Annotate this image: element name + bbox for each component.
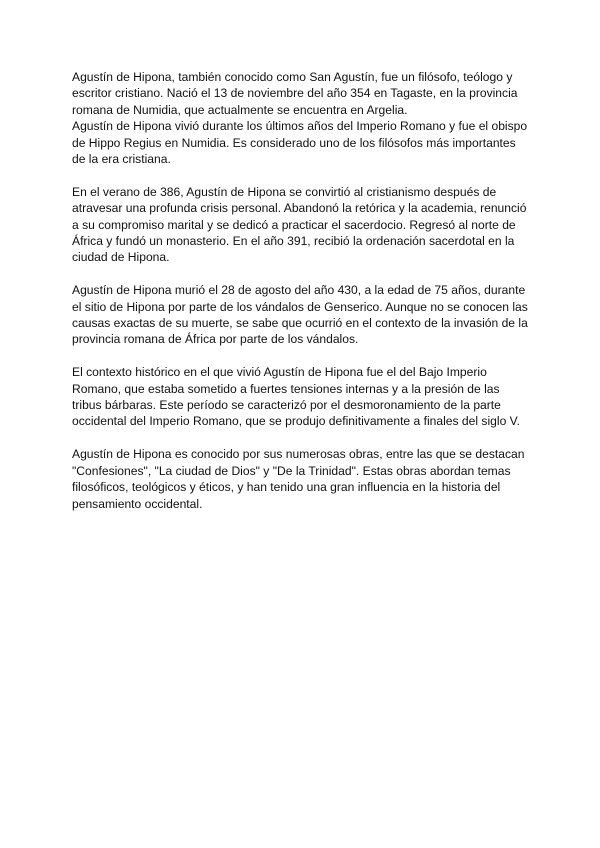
paragraph-conversion: En el verano de 386, Agustín de Hipona se convirtió al cristianismo después de atravesar una profunda crisis personal. Abandonó la retórica y la academia, renunció a su compromiso marital y se dedicó a practicar el sacerdocio. Regresó al norte de África y fundó un monasterio. En el año 391, recibió la ordenación sacerdotal en la ciudad de Hipona. [72, 184, 527, 265]
paragraph-death: Agustín de Hipona murió el 28 de agosto del año 430, a la edad de 75 años, durante el sitio de Hipona por parte de los vándalos de Genserico. Aunque no se conocen las causas exactas de su muerte, se sabe que ocurrió en el contexto de la invasión de la provincia romana de África por parte de los vándalos. [72, 283, 528, 347]
paragraph-historical-context: El contexto histórico en el que vivió Agustín de Hipona fue el del Bajo Imperio Romano, que estaba sometido a fuertes tensiones internas y a la presión de las tribus bárbaras. Este período se caracterizó por el desmoronamiento de la parte occidental del Imperio Romano, que se produjo definitivamente a finales del siglo V. [72, 365, 520, 429]
document-body [72, 69, 532, 512]
paragraph-works: Agustín de Hipona es conocido por sus numerosas obras, entre las que se destacan "Confesiones", "La ciudad de Dios" y "De la Trinidad". Estas obras abordan temas filosóficos, teológicos y éticos, y han tenido una gran influencia en la historia del pensamiento occidental. [72, 447, 525, 511]
paragraph-birth: Agustín de Hipona, también conocido como San Agustín, fue un filósofo, teólogo y escritor cristiano. Nació el 13 de noviembre del año 354 en Tagaste, en la provincia romana de Numidia, que actualmente se encuentra en Argelia. [72, 70, 518, 117]
paragraph-bishop: Agustín de Hipona vivió durante los últimos años del Imperio Romano y fue el obispo de Hippo Regius en Numidia. Es considerado uno de los filósofos más importantes de la era cristiana. [72, 119, 528, 167]
paragraph-spacer [72, 266, 532, 282]
paragraph-spacer [72, 167, 532, 183]
paragraph-spacer [72, 430, 532, 446]
paragraph-spacer [72, 348, 532, 364]
